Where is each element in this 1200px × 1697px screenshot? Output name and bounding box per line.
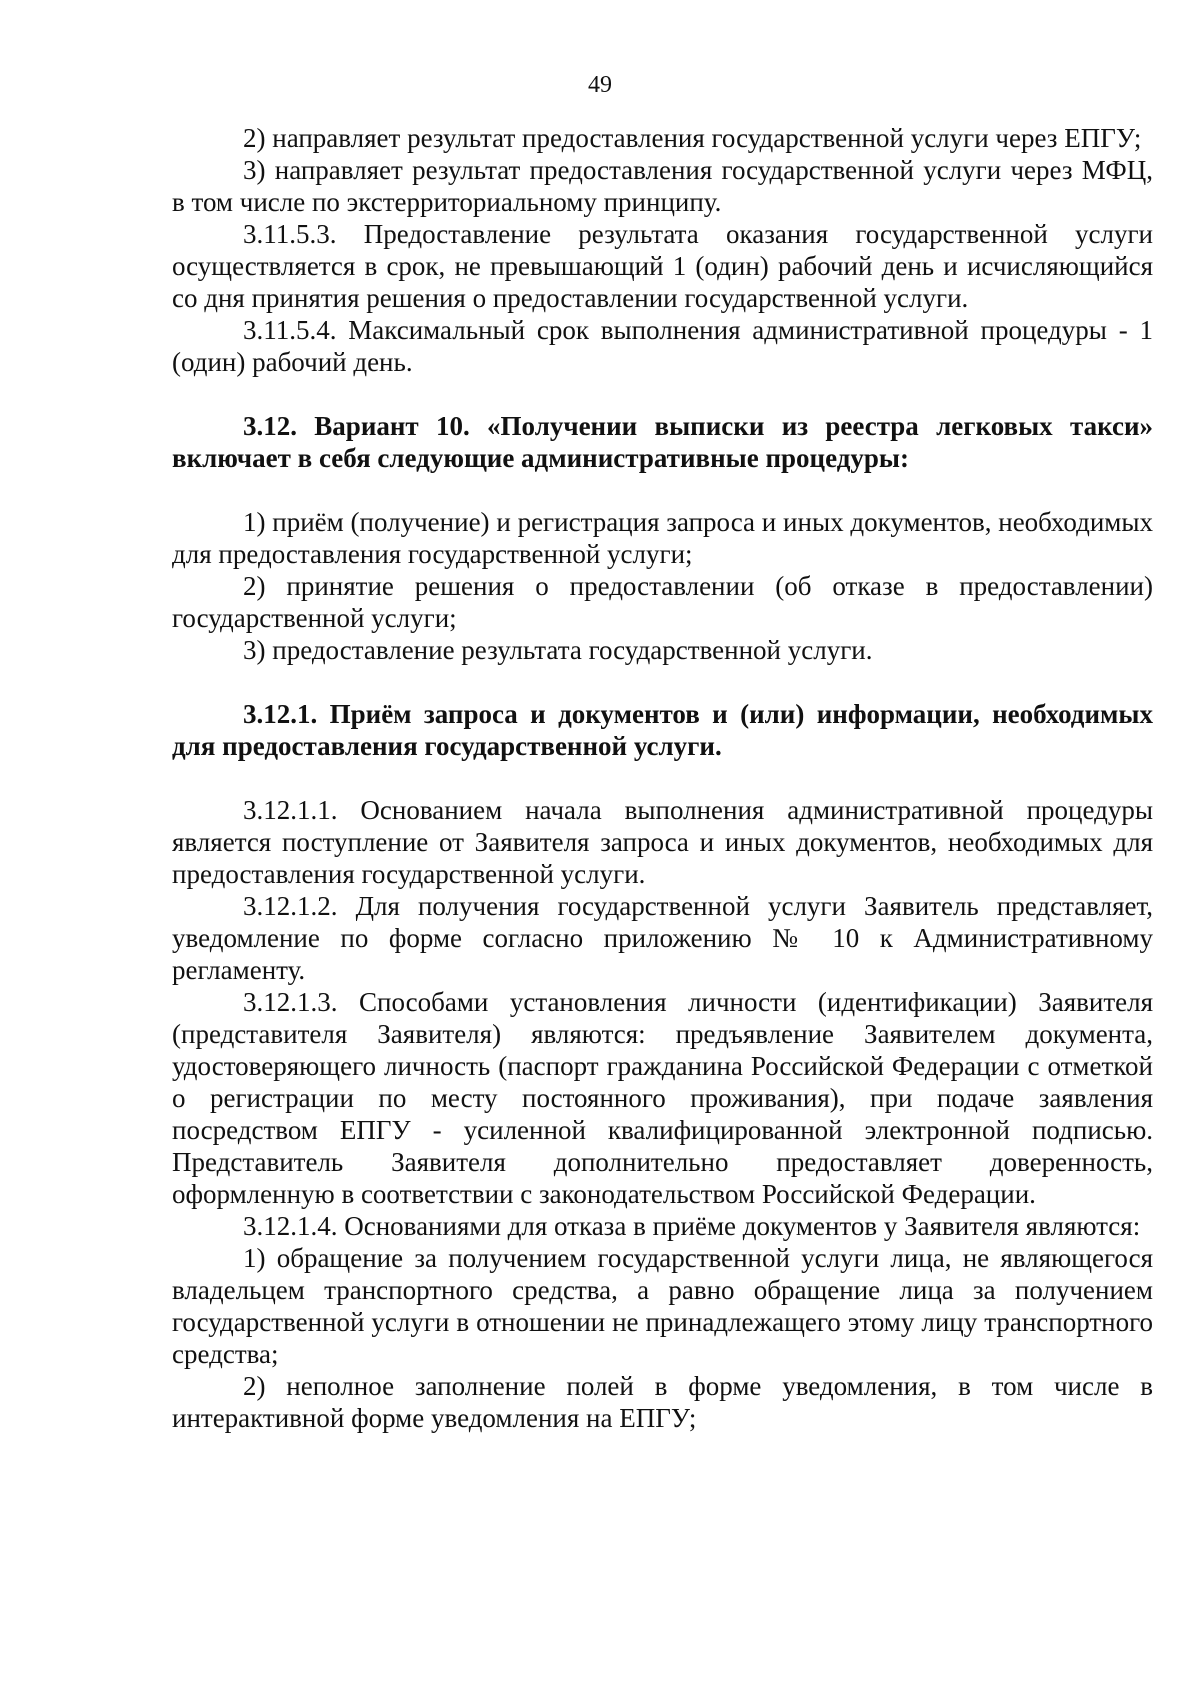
document-body bbox=[172, 122, 1153, 1434]
list-item: 1) обращение за получением государственной услуги лица, не являющегося владельцем транспортного средства, а равно обращение лица за получением государственной услуги в отношении не принадлежащего этому лицу транспортного средства; bbox=[172, 1243, 1153, 1369]
paragraph: 3) направляет результат предоставления государственной услуги через МФЦ, в том числе по экстерриториальному принципу. bbox=[172, 155, 1153, 217]
paragraph: 3.12.1.2. Для получения государственной услуги Заявитель представляет, уведомление по форме согласно приложению № 10 к Административному регламенту. bbox=[172, 891, 1153, 985]
list-item: 2) принятие решения о предоставлении (об отказе в предоставлении) государственной услуги; bbox=[172, 571, 1153, 633]
paragraph: 3.11.5.3. Предоставление результата оказания государственной услуги осуществляется в срок, не превышающий 1 (один) рабочий день и исчисляющийся со дня принятия решения о предоставлении государственной услуги. bbox=[172, 219, 1153, 313]
paragraph: 3.12.1.4. Основаниями для отказа в приёме документов у Заявителя являются: bbox=[243, 1211, 1141, 1241]
list-item: 3) предоставление результата государственной услуги. bbox=[243, 635, 873, 665]
paragraph: 3.12.1.1. Основанием начала выполнения административной процедуры является поступление от Заявителя запроса и иных документов, необходимых для предоставления государственной услуги. bbox=[172, 795, 1153, 889]
list-item: 2) неполное заполнение полей в форме уведомления, в том числе в интерактивной форме уведомления на ЕПГУ; bbox=[172, 1371, 1153, 1433]
section-heading: 3.12. Вариант 10. «Получении выписки из реестра легковых такси» включает в себя следующие административные процедуры: bbox=[172, 411, 1153, 473]
paragraph: 3.12.1.3. Способами установления личности (идентификации) Заявителя (представителя Заявителя) являются: предъявление Заявителем документа, удостоверяющего личность (паспорт гражданина Российской Федерации с отметкой о регистрации по месту постоянного проживания), при подаче заявления посредством ЕПГУ - усиленной квалифицированной электронной подписью. Представитель Заявителя дополнительно предоставляет доверенность, оформленную в соответствии с законодательством Российской Федерации. bbox=[172, 987, 1153, 1209]
list-item: 1) приём (получение) и регистрация запроса и иных документов, необходимых для предоставления государственной услуги; bbox=[172, 507, 1153, 569]
page-number: 49 bbox=[588, 72, 612, 98]
paragraph: 2) направляет результат предоставления государственной услуги через ЕПГУ; bbox=[243, 123, 1142, 153]
subsection-heading: 3.12.1. Приём запроса и документов и (или) информации, необходимых для предоставления государственной услуги. bbox=[172, 699, 1153, 761]
paragraph: 3.11.5.4. Максимальный срок выполнения административной процедуры - 1 (один) рабочий день. bbox=[172, 315, 1153, 377]
